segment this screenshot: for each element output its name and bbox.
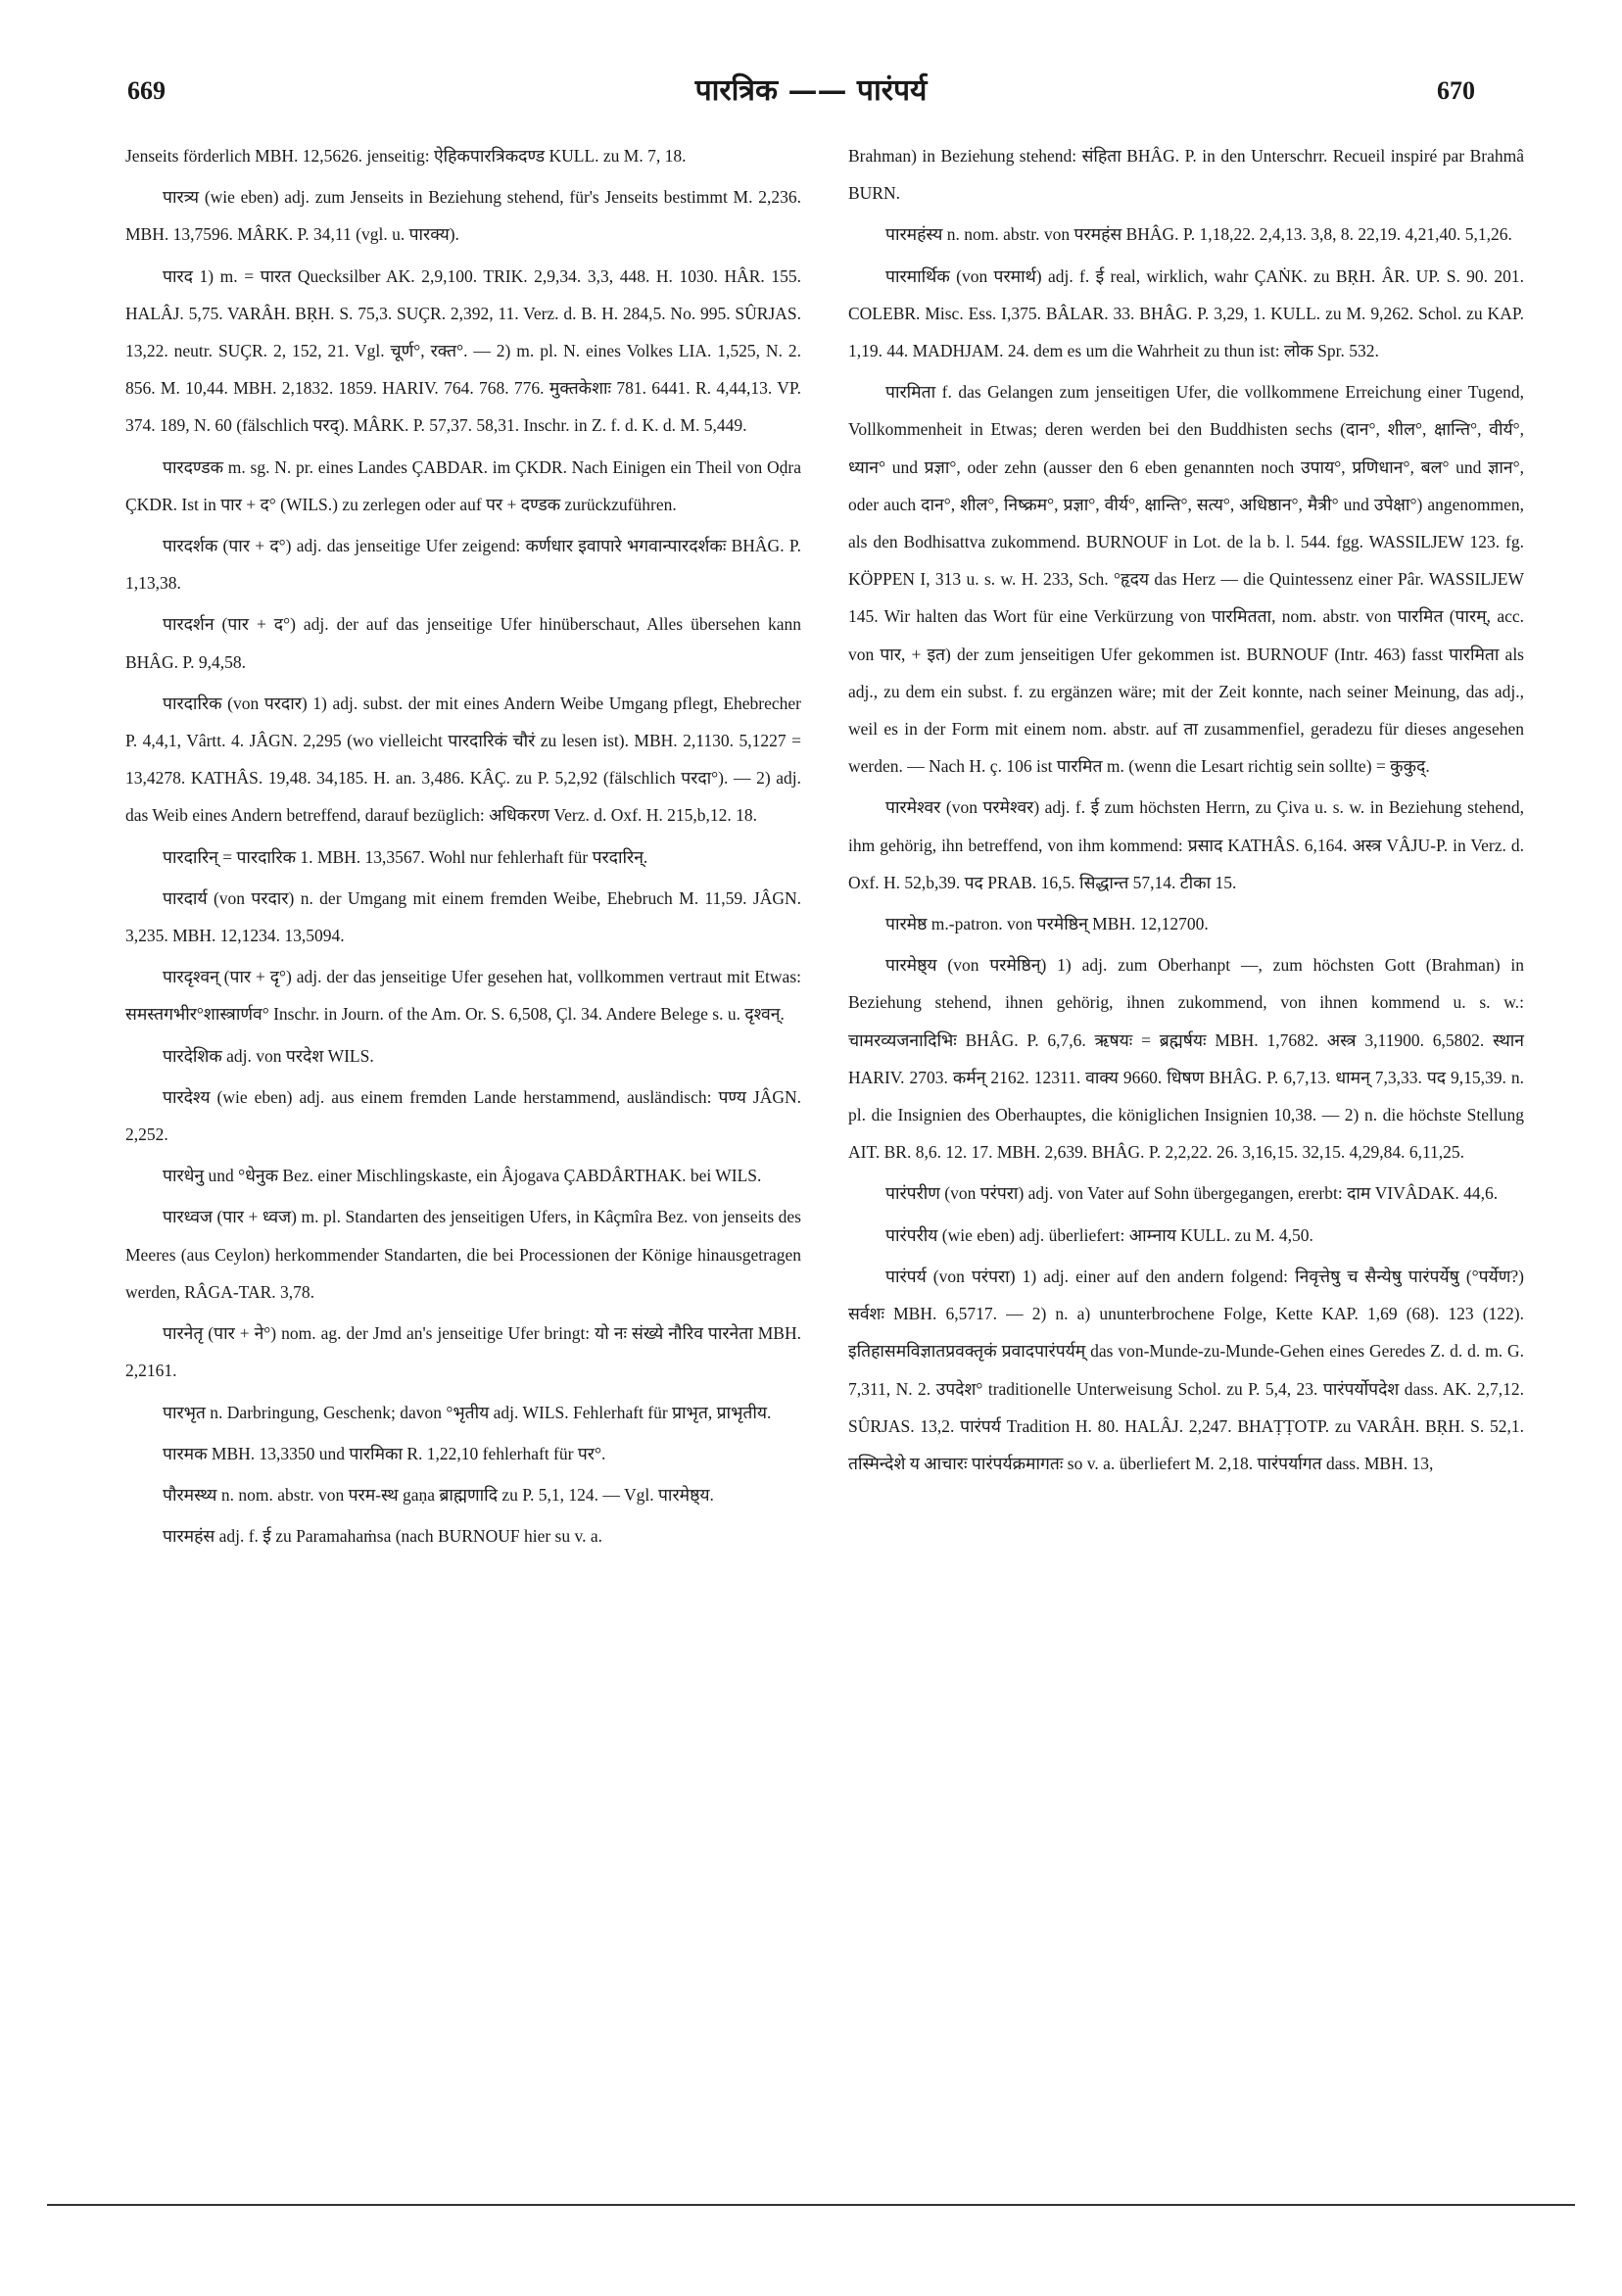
dictionary-entry: पारदारिन् = पारदारिक 1. MBH. 13,3567. Wohl nur fehlerhaft für परदारिन्. xyxy=(163,846,648,867)
dictionary-entry: पारमेष्ठ्य (von परमेष्ठिन्) 1) adj. zum Oberhanpt —, zum höchsten Gott (Brahman) in Beziehung stehend, ihnen gehörig, ihnen zukommend, von ihnen kommend u. s. w.: चामरव्यजनादिभिः BHÂG. P. 6,7,6. ऋषयः = ब्रह्मर्षयः MBH. 1,7682. अस्त्र 3,11900. 6,5802. स्थान HARIV. 2703. कर्मन् 2162. 12311. वाक्य 9660. धिषण BHÂG. P. 6,7,13. धामन् 7,3,33. पद 9,15,39. n. pl. die Insignien des Oberhauptes, die königlichen Insignien 10,38. — 2) n. die höchste Stellung AIT. BR. 8,6. 12. 17. MBH. 2,639. BHÂG. P. 2,2,22. 26. 3,16,15. 32,15. 4,29,84. 6,11,25. xyxy=(848,955,1524,1163)
dictionary-entry: पारदर्शन (पार + द°) adj. der auf das jenseitige Ufer hinüberschaut, Alles übersehen kann BHÂG. P. 9,4,58. xyxy=(125,614,801,672)
dictionary-entry: पारमक MBH. 13,3350 und पारमिका R. 1,22,10 fehlerhaft für पर°. xyxy=(163,1443,606,1463)
dictionary-entry: पारमार्थिक (von परमार्थ) adj. f. ई real, wirklich, wahr ÇAṄK. zu BṚH. ÂR. UP. S. 90. 201. COLEBR. Misc. Ess. I,375. BÂLAR. 33. BHÂG. P. 3,29, 1. KULL. zu M. 9,262. Schol. zu KAP. 1,19. 44. MADHJAM. 24. dem es um die Wahrheit zu thun ist: लोक Spr. 532. xyxy=(848,265,1524,361)
dictionary-entry: पारमहंस adj. f. ई zu Paramahaṁsa (nach BURNOUF hier su v. a. xyxy=(163,1526,602,1547)
footer-rule xyxy=(47,2204,1575,2206)
dictionary-entry: Jenseits förderlich MBH. 12,5626. jenseitig: ऐहिकपारत्रिकदण्ड KULL. zu M. 7, 18. xyxy=(125,146,687,166)
left-column xyxy=(125,137,801,1558)
dictionary-entry: पारदार्य (von परदार) n. der Umgang mit einem fremden Weibe, Ehebruch M. 11,59. JÂGN. 3,235. MBH. 12,1234. 13,5094. xyxy=(125,887,801,946)
dictionary-entry: पारत्र्य (wie eben) adj. zum Jenseits in Beziehung stehend, für's Jenseits bestimmt M. 2,236. MBH. 13,7596. MÂRK. P. 34,11 (vgl. u. पारक्य). xyxy=(125,187,801,245)
dictionary-entry: पारदेश्य (wie eben) adj. aus einem fremden Lande herstammend, ausländisch: पण्य JÂGN. 2,252. xyxy=(125,1086,801,1145)
dictionary-entry: पारमहंस्य n. nom. abstr. von परमहंस BHÂG. P. 1,18,22. 2,4,13. 3,8, 8. 22,19. 4,21,40. 5,1,26. xyxy=(885,224,1512,245)
dictionary-entry: पारद 1) m. = पारत Quecksilber AK. 2,9,100. TRIK. 2,9,34. 3,3, 448. H. 1030. HÂR. 155. HALÂJ. 5,75. VARÂH. BṚH. S. 75,3. SUÇR. 2,392, 11. Verz. d. B. H. 284,5. No. 995. SÛRJAS. 13,22. neutr. SUÇR. 2, 152, 21. Vgl. चूर्ण°, रक्त°. — 2) m. pl. N. eines Volkes LIA. 1,525, N. 2. 856. M. 10,44. MBH. 2,1832. 1859. HARIV. 764. 768. 776. मुक्तकेशाः 781. 6441. R. 4,44,13. VP. 374. 189, N. 60 (fälschlich परद्). MÂRK. P. 57,37. 58,31. Inschr. in Z. f. d. K. d. M. 5,449. xyxy=(125,265,801,436)
dictionary-entry: पारधेनु und °धेनुक Bez. einer Mischlingskaste, ein Âjogava ÇABDÂRTHAK. bei WILS. xyxy=(163,1166,762,1186)
dictionary-entry: पारंपर्य (von परंपरा) 1) adj. einer auf den andern folgend: निवृत्तेषु च सैन्येषु पारंपर्येषु (°पर्येण?) सर्वशः MBH. 6,5717. — 2) n. a) ununterbrochene Folge, Kette KAP. 1,69 (68). 123 (122). इतिहासमविज्ञातप्रवक्तृकं प्रवादपारंपर्यम् das von-Munde-zu-Munde-Gehen eines Geredes Z. d. d. m. G. 7,311, N. 2. उपदेश° traditionelle Unterweisung Schol. zu P. 5,4, 23. पारंपर्योपदेश dass. AK. 2,7,12. SÛRJAS. 13,2. पारंपर्य Tradition H. 80. HALÂJ. 2,247. BHAṬṬOTP. zu VARÂH. BṚH. S. 52,1. तस्मिन्देशे य आचारः पारंपर्यक्रमागतः so v. a. überliefert M. 2,18. पारंपर्यागत dass. MBH. 13, xyxy=(848,1266,1524,1473)
dictionary-entry: पारदेशिक adj. von परदेश WILS. xyxy=(163,1045,374,1066)
dictionary-entry: पारभृत n. Darbringung, Geschenk; davon °भृतीय adj. WILS. Fehlerhaft für प्राभृत, प्राभृतीय. xyxy=(163,1402,772,1422)
dictionary-entry: Brahman) in Beziehung stehend: संहिता BHÂG. P. in den Unterschrr. Recueil inspiré par Brahmâ BURN. xyxy=(848,146,1524,204)
page-title: पारत्रिक —— पारंपर्य xyxy=(694,73,928,108)
dictionary-entry: पारदृश्वन् (पार + दृ°) adj. der das jenseitige Ufer gesehen hat, vollkommen vertraut mit Etwas: समस्तगभीर°शास्त्रार्णव° Inschr. in Journ. of the Am. Or. S. 6,508, Çl. 34. Andere Belege s. u. दृश्वन्. xyxy=(125,967,801,1025)
dictionary-entry: पारदारिक (von परदार) 1) adj. subst. der mit eines Andern Weibe Umgang pflegt, Ehebrecher P. 4,4,1, Vârtt. 4. JÂGN. 2,295 (wo vielleicht पारदारिकं चौरं zu lesen ist). MBH. 2,1130. 5,1227 = 13,4278. KATHÂS. 19,48. 34,185. H. an. 3,486. KÂÇ. zu P. 5,2,92 (fälschlich परदा°). — 2) adj. das Weib eines Andern betreffend, darauf bezüglich: अधिकरण Verz. d. Oxf. H. 215,b,12. 18. xyxy=(125,693,801,826)
page-number-right: 670 xyxy=(1437,76,1475,105)
right-column xyxy=(848,137,1524,1486)
dictionary-entry: पारमेष्ठ m.-patron. von परमेष्ठिन् MBH. 12,12700. xyxy=(885,914,1209,934)
dictionary-entry: पारदण्डक m. sg. N. pr. eines Landes ÇABDAR. im ÇKDR. Nach Einigen ein Theil von Oḍra ÇKDR. Ist in पार + द° (WILS.) zu zerlegen oder auf पर + दण्डक zurückzuführen. xyxy=(125,456,801,514)
dictionary-entry: पारमिता f. das Gelangen zum jenseitigen Ufer, die vollkommene Erreichung einer Tugend, Vollkommenheit in Etwas; deren werden bei den Buddhisten sechs (दान°, शील°, क्षान्ति°, वीर्य°, ध्यान° und प्रज्ञा°, oder zehn (ausser den 6 eben genannten noch उपाय°, प्रणिधान°, बल° und ज्ञान°, oder auch दान°, शील°, निष्क्रम°, प्रज्ञा°, वीर्य°, क्षान्ति°, सत्य°, अधिष्ठान°, मैत्री° und उपेक्षा°) angenommen, als den Bodhisattva zukommend. BURNOUF in Lot. de la b. l. 544. fgg. WASSILJEW 123. fg. KÖPPEN I, 313 u. s. w. H. 233, Sch. °हृदय das Herz — die Quintessenz einer Pâr. WASSILJEW 145. Wir halten das Wort für eine Verkürzung von पारमितता, nom. abstr. von पारमित (पारम्, acc. von पार, + इत) der zum jenseitigen Ufer gekommen ist. BURNOUF (Intr. 463) fasst पारमिता als adj., zu dem ein subst. f. zu ergänzen wäre; mit der Zeit konnte, nach seiner Meinung, das adj., weil es in der Form mit einem nom. abstr. auf ता zusammenfiel, geradezu für dieses angesehen werden. — Nach H. ç. 106 ist पारमित m. (wenn die Lesart richtig sein sollte) = कुकुद्. xyxy=(848,382,1524,777)
page-number-left: 669 xyxy=(127,76,166,105)
dictionary-entry: पारंपरीय (wie eben) adj. überliefert: आम्नाय KULL. zu M. 4,50. xyxy=(885,1224,1313,1245)
dictionary-entry: पारनेतृ (पार + ने°) nom. ag. der Jmd an's jenseitige Ufer bringt: यो नः संख्ये नौरिव पारनेता MBH. 2,2161. xyxy=(125,1323,801,1381)
running-header xyxy=(0,73,1622,116)
dictionary-entry: पौरमस्थ्य n. nom. abstr. von परम-स्थ gaṇa ब्राह्मणादि zu P. 5,1, 124. — Vgl. पारमेष्ठ्य. xyxy=(163,1484,714,1505)
dictionary-entry: पारध्वज (पार + ध्वज) m. pl. Standarten des jenseitigen Ufers, in Kâçmîra Bez. von jenseits des Meeres (aus Ceylon) herkommender Standarten, die bei Processionen der Könige hinausgetragen werden, RÂGA-TAR. 3,78. xyxy=(125,1207,801,1302)
dictionary-entry: पारंपरीण (von परंपरा) adj. von Vater auf Sohn übergegangen, ererbt: दाम VIVÂDAK. 44,6. xyxy=(885,1183,1499,1204)
dictionary-entry: पारमेश्वर (von परमेश्वर) adj. f. ई zum höchsten Herrn, zu Çiva u. s. w. in Beziehung stehend, ihm gehörig, ihn betreffend, von ihm kommend: प्रसाद KATHÂS. 6,164. अस्त्र VÂJU-P. in Verz. d. Oxf. H. 52,b,39. पद PRAB. 16,5. सिद्धान्त 57,14. टीका 15. xyxy=(848,797,1524,892)
dictionary-entry: पारदर्शक (पार + द°) adj. das jenseitige Ufer zeigend: कर्णधार इवापारे भगवान्पारदर्शकः BHÂG. P. 1,13,38. xyxy=(125,536,801,594)
